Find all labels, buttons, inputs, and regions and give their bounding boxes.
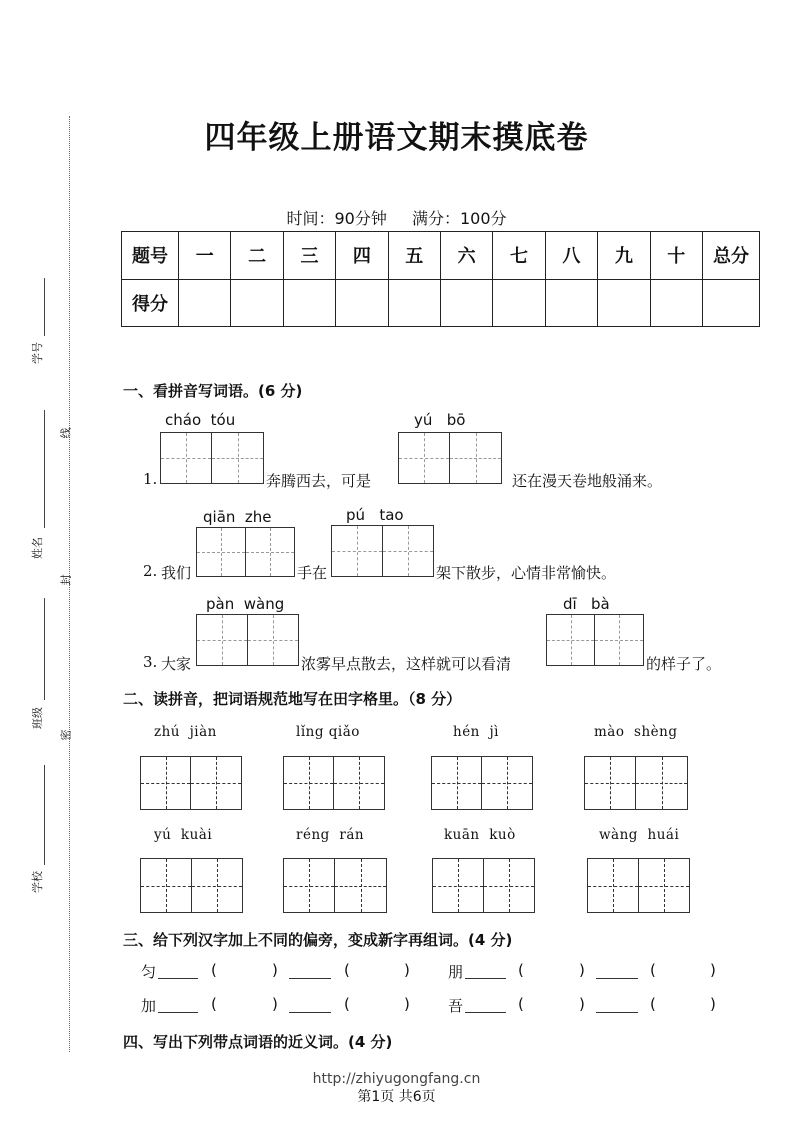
- side-underline: [44, 278, 45, 336]
- pinyin: dī bà: [563, 595, 610, 613]
- score-header-cell: 二: [231, 232, 283, 280]
- char-item: 吾: [448, 997, 464, 1015]
- score-cell[interactable]: [545, 279, 597, 327]
- score-header-cell: 四: [336, 232, 388, 280]
- close-paren: ): [710, 961, 716, 979]
- tianzige-box[interactable]: [160, 432, 264, 484]
- score-value-row: [122, 279, 760, 327]
- tianzige-box[interactable]: [587, 858, 690, 913]
- side-label-xian: 线: [59, 427, 73, 439]
- close-paren: ): [272, 995, 278, 1013]
- score-cell[interactable]: [336, 279, 388, 327]
- side-label-xingming: 姓名: [31, 537, 44, 559]
- side-label-mi: 密: [59, 729, 73, 741]
- tianzige-box[interactable]: [140, 756, 242, 810]
- close-paren: ): [404, 995, 410, 1013]
- section3-title: 三、给下列汉字加上不同的偏旁，变成新字再组词。(4 分): [123, 931, 513, 949]
- open-paren: (: [211, 995, 217, 1013]
- answer-blank[interactable]: [465, 1012, 506, 1013]
- answer-blank[interactable]: [596, 978, 638, 979]
- char-item: 加: [141, 997, 157, 1015]
- score-cell[interactable]: [388, 279, 440, 327]
- char-item: 匀: [141, 963, 157, 981]
- score-header-cell: 八: [545, 232, 597, 280]
- answer-blank[interactable]: [158, 1012, 198, 1013]
- tianzige-box[interactable]: [196, 614, 299, 666]
- footer-url: http://zhiyugongfang.cn: [312, 1071, 481, 1087]
- page-number: 第1页 共6页: [357, 1089, 436, 1105]
- pinyin: cháo tóu: [165, 411, 236, 429]
- pinyin: hén jì: [453, 724, 499, 740]
- score-header-cell: 题号: [122, 232, 179, 280]
- side-label-xuehao: 学号: [31, 342, 44, 364]
- side-label-feng: 封: [59, 574, 73, 586]
- score-cell-total[interactable]: [703, 279, 760, 327]
- answer-blank[interactable]: [465, 978, 506, 979]
- exam-full-score: 满分：100分: [411, 209, 507, 228]
- section4-title: 四、写出下列带点词语的近义词。(4 分): [123, 1033, 393, 1051]
- close-paren: ): [272, 961, 278, 979]
- score-header-cell: 总分: [703, 232, 760, 280]
- line-number: 1.: [143, 470, 158, 488]
- pinyin: zhú jiàn: [154, 724, 217, 740]
- close-paren: ): [710, 995, 716, 1013]
- score-header-cell: 一: [179, 232, 231, 280]
- side-underline: [44, 410, 45, 528]
- pinyin: qiān zhe: [203, 508, 272, 526]
- tianzige-box[interactable]: [283, 858, 387, 913]
- score-cell[interactable]: [283, 279, 335, 327]
- section1-title: 一、看拼音写词语。(6 分): [123, 382, 303, 400]
- pinyin: yú bō: [414, 411, 466, 429]
- score-cell[interactable]: [231, 279, 283, 327]
- score-cell[interactable]: [650, 279, 702, 327]
- answer-blank[interactable]: [596, 1012, 638, 1013]
- answer-blank[interactable]: [158, 978, 198, 979]
- pinyin: yú kuài: [154, 827, 213, 843]
- pinyin: réng rán: [296, 827, 365, 843]
- open-paren: (: [518, 961, 524, 979]
- score-header-cell: 五: [388, 232, 440, 280]
- tianzige-box[interactable]: [398, 432, 502, 484]
- score-header-cell: 九: [598, 232, 650, 280]
- tianzige-box[interactable]: [546, 614, 644, 666]
- pinyin: kuān kuò: [444, 827, 516, 843]
- pinyin: mào shèng: [594, 724, 678, 740]
- sentence-text: 架下散步，心情非常愉快。: [436, 564, 617, 582]
- close-paren: ): [579, 961, 585, 979]
- side-underline: [44, 765, 45, 865]
- sentence-text: 还在漫天卷地般涌来。: [512, 472, 663, 490]
- tianzige-box[interactable]: [196, 527, 295, 577]
- score-cell[interactable]: [179, 279, 231, 327]
- pinyin: wàng huái: [599, 827, 680, 843]
- score-header-cell: 六: [440, 232, 492, 280]
- pinyin: lǐng qiǎo: [296, 724, 360, 740]
- sentence-text: 浓雾早点散去，这样就可以看清: [301, 655, 512, 673]
- sentence-text: 手在: [297, 564, 328, 582]
- sentence-text: 大家: [161, 655, 192, 673]
- side-underline: [44, 598, 45, 700]
- answer-blank[interactable]: [289, 978, 331, 979]
- open-paren: (: [650, 961, 656, 979]
- line-number: 2.: [143, 562, 158, 580]
- close-paren: ): [404, 961, 410, 979]
- side-label-xuexiao: 学校: [31, 871, 44, 893]
- section2-title: 二、读拼音，把词语规范地写在田字格里。（8 分）: [123, 690, 462, 708]
- side-label-banji: 班级: [31, 707, 44, 729]
- pinyin: pú tao: [346, 506, 404, 524]
- open-paren: (: [211, 961, 217, 979]
- sentence-text: 我们: [161, 564, 192, 582]
- tianzige-box[interactable]: [283, 756, 385, 810]
- score-cell[interactable]: [598, 279, 650, 327]
- score-header-cell: 三: [283, 232, 335, 280]
- close-paren: ): [579, 995, 585, 1013]
- tianzige-box[interactable]: [331, 525, 434, 577]
- answer-blank[interactable]: [289, 1012, 331, 1013]
- sentence-text: 奔腾西去，可是: [266, 472, 372, 490]
- score-header-cell: 七: [493, 232, 545, 280]
- exam-meta: [0, 206, 793, 229]
- pinyin: pàn wàng: [206, 595, 285, 613]
- char-item: 朋: [448, 963, 464, 981]
- score-table: [121, 231, 760, 327]
- score-row-label: 得分: [122, 279, 179, 327]
- line-number: 3.: [143, 653, 158, 671]
- open-paren: (: [518, 995, 524, 1013]
- score-cell[interactable]: [493, 279, 545, 327]
- score-header-cell: 十: [650, 232, 702, 280]
- sentence-text: 的样子了。: [646, 655, 722, 673]
- tianzige-box[interactable]: [431, 756, 533, 810]
- open-paren: (: [650, 995, 656, 1013]
- page-title: 四年级上册语文期末摸底卷: [204, 120, 589, 156]
- exam-time: 时间：90分钟: [286, 209, 387, 228]
- tianzige-box[interactable]: [584, 756, 688, 810]
- open-paren: (: [344, 995, 350, 1013]
- tianzige-box[interactable]: [432, 858, 535, 913]
- open-paren: (: [344, 961, 350, 979]
- score-cell[interactable]: [440, 279, 492, 327]
- tianzige-box[interactable]: [140, 858, 243, 913]
- score-header-row: [122, 232, 760, 280]
